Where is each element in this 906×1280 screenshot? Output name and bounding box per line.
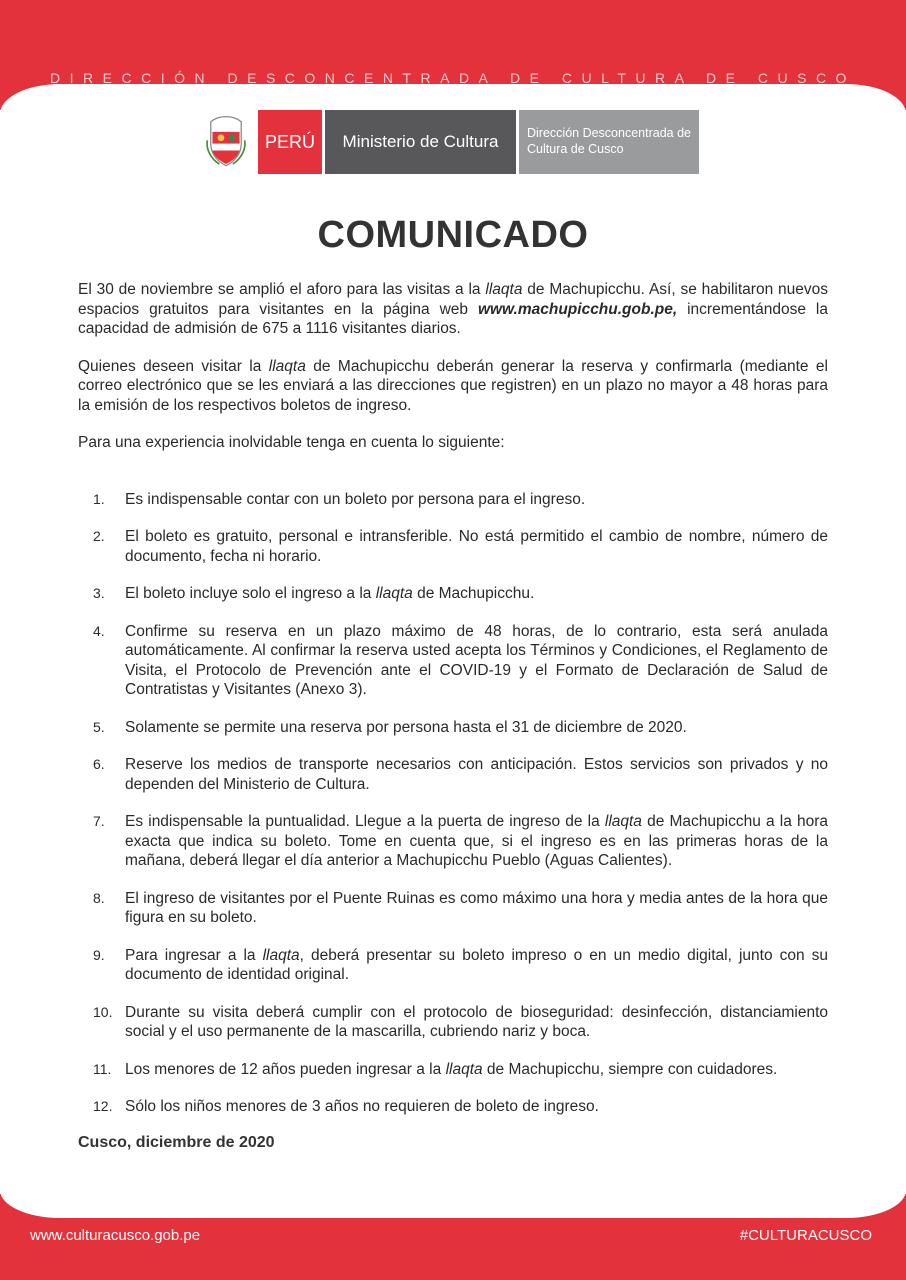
page-title: COMUNICADO [317, 214, 589, 256]
text: , deberá presentar su boleto impreso o en un medio digital, junto con su documento de identidad original. [125, 946, 828, 983]
signoff-date: Cusco, diciembre de 2020 [78, 1134, 275, 1151]
text: incrementándose la capacidad de admisión de 675 a 1116 visitantes diarios. [78, 300, 828, 337]
item-text [125, 1003, 828, 1042]
italic-term: llaqta [604, 813, 642, 830]
item-text [125, 490, 828, 510]
item-text [125, 1097, 828, 1117]
document-body [78, 280, 828, 1135]
item-text [125, 755, 828, 794]
list-item [78, 584, 828, 604]
item-text [125, 527, 828, 566]
text: Reserve los medios de transporte necesarios con anticipación. Estos servicios son privados y no dependen del Ministerio de Cultura. [125, 756, 828, 793]
item-number: 1. [93, 490, 105, 507]
italic-term: llaqta [485, 281, 523, 298]
item-number: 4. [93, 622, 105, 639]
text: de Machupicchu a la hora exacta que indica su boleto. Tome en cuenta que, si el ingreso es en las primeras horas de la mañana, deberá llegar el día anterior a Machupicchu Pueblo (Aguas Calientes). [125, 813, 829, 869]
directorate-logo-label: Dirección Desconcentrada de Cultura de Cusco [519, 110, 699, 174]
item-number: 8. [93, 889, 105, 906]
text: Confirme su reserva en un plazo máximo de 48 horas, de lo contrario, esta será anulada automáticamente. Al confirmar la reserva usted acepta los Términos y Condiciones, el Reglamento de Visita, el Protocolo de Prevención ante el COVID-19 y el Formato de Declaración de Salud de Contratistas y Visitantes (Anexo 3). [125, 622, 828, 698]
item-number: 12. [93, 1098, 113, 1114]
footer-banner-curve [0, 1178, 906, 1218]
list-item [78, 755, 828, 794]
coat-of-arms-icon [200, 110, 252, 174]
text: Solamente se permite una reserva por persona hasta el 31 de diciembre de 2020. [125, 718, 687, 736]
item-text [125, 1060, 828, 1080]
item-text [125, 622, 828, 700]
text: El boleto incluye solo el ingreso a la [125, 585, 376, 602]
text: de Machupicchu, siempre con cuidadores. [482, 1060, 778, 1078]
item-number: 6. [93, 756, 105, 772]
text: Para ingresar a la [125, 946, 263, 964]
item-text [125, 584, 828, 604]
item-number: 10. [93, 1003, 113, 1020]
text: El boleto es gratuito, personal e intransferible. No está permitido el cambio de nombre, número de documento, fecha ni horario. [125, 528, 828, 565]
item-text [125, 718, 828, 738]
peru-logo-label: PERÚ [258, 110, 322, 174]
text: de Machupicchu. Así, se habilitaron nuevos espacios gratuitos para visitantes en la página web [78, 281, 829, 318]
item-number: 5. [93, 718, 105, 735]
item-number: 3. [93, 585, 105, 601]
item-number: 11. [93, 1060, 112, 1077]
institution-logo [200, 110, 699, 174]
item-text [125, 946, 828, 985]
footer-website-link[interactable]: www.culturacusco.gob.pe [30, 1227, 201, 1244]
text: Durante su visita deberá cumplir con el protocolo de bioseguridad: desinfección, distanciamiento social y el uso permanente de la mascarilla, cubriendo nariz y boca. [125, 1003, 828, 1040]
list-item [78, 1060, 828, 1080]
item-text [125, 889, 828, 928]
paragraph-1 [78, 280, 828, 339]
paragraph-3: Para una experiencia inolvidable tenga en cuenta lo siguiente: [78, 434, 505, 451]
italic-term: llaqta [445, 1060, 483, 1078]
text: Es indispensable contar con un boleto por persona para el ingreso. [125, 490, 586, 508]
text: Quienes deseen visitar la [78, 357, 269, 375]
list-item [78, 946, 828, 985]
instructions-list [78, 490, 828, 1117]
list-item [78, 490, 828, 510]
item-number: 9. [93, 946, 105, 963]
list-item [78, 527, 828, 566]
header-banner-text: DIRECCIÓN DESCONCENTRADA DE CULTURA DE CUSCO [50, 70, 856, 86]
ministry-logo-label: Ministerio de Cultura [325, 110, 516, 174]
text: Es indispensable la puntualidad. Llegue a la puerta de ingreso de la [125, 813, 605, 830]
text: de Machupicchu. [412, 585, 535, 602]
item-number: 7. [93, 813, 105, 829]
list-item [78, 1003, 828, 1042]
website-link[interactable]: www.machupicchu.gob.pe, [477, 300, 678, 318]
italic-term: llaqta [375, 585, 413, 602]
italic-term: llaqta [268, 357, 306, 375]
list-item [78, 889, 828, 928]
list-item [78, 622, 828, 700]
italic-term: llaqta [262, 946, 300, 964]
text: El ingreso de visitantes por el Puente Ruinas es como máximo una hora y media antes de la hora que figura en su boleto. [125, 889, 828, 926]
text: El 30 de noviembre se amplió el aforo para las visitas a la [78, 281, 486, 298]
list-item [78, 1097, 828, 1117]
text: de Machupicchu deberán generar la reserva y confirmarla (mediante el correo electrónico que se les enviará a las direcciones que registren) en un plazo no mayor a 48 horas para la emisión de los respectivos boletos de ingreso. [78, 357, 828, 414]
footer-hashtag: #CULTURACUSCO [739, 1227, 872, 1244]
text: Sólo los niños menores de 3 años no requieren de boleto de ingreso. [125, 1098, 599, 1115]
list-item [78, 718, 828, 738]
item-number: 2. [93, 528, 105, 544]
text: Los menores de 12 años pueden ingresar a la [125, 1060, 446, 1078]
paragraph-2 [78, 357, 828, 416]
item-text [125, 812, 828, 871]
list-item [78, 812, 828, 871]
